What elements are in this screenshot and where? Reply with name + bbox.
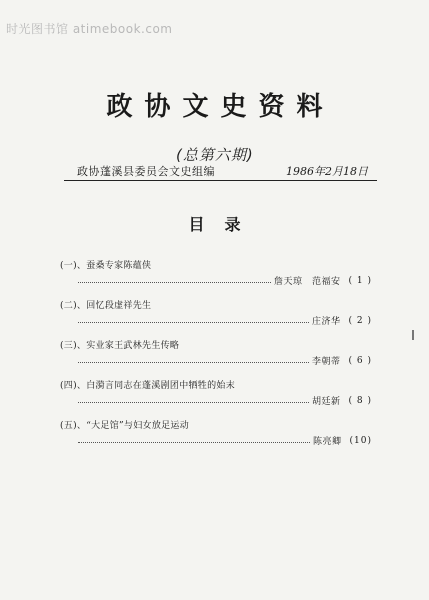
dot-leader — [78, 322, 309, 323]
toc-entry — [60, 378, 372, 418]
toc-index: (二)、 — [60, 301, 87, 311]
toc-heading: 目录 — [188, 215, 261, 234]
handwritten-issue-note: (总第六期) — [176, 146, 254, 164]
toc-page-number: (10) — [349, 435, 372, 446]
toc-index: (五)、 — [60, 421, 87, 431]
table-of-contents — [60, 258, 372, 458]
toc-page-number: ( 6 ) — [348, 355, 372, 366]
toc-title: 回忆段虚祥先生 — [86, 301, 152, 311]
dot-leader — [78, 402, 309, 403]
toc-author: 庄济华 — [312, 317, 341, 327]
toc-title: 白漪言同志在蓬溪剧团中牺牲的始末 — [86, 381, 236, 391]
toc-entry — [60, 418, 372, 458]
toc-entry — [60, 258, 372, 298]
toc-page-number: ( 1 ) — [348, 275, 372, 286]
toc-page-number: ( 8 ) — [348, 395, 372, 406]
toc-title: “大足馆”与妇女放足运动 — [86, 421, 190, 431]
dot-leader — [78, 282, 271, 283]
binding-mark — [412, 330, 414, 340]
toc-author: 胡廷新 — [312, 397, 341, 407]
dot-leader — [78, 362, 309, 363]
toc-index: (四)、 — [60, 381, 87, 391]
toc-title: 蚕桑专家陈蕴侠 — [86, 261, 152, 271]
toc-author: 李朝蒂 — [312, 357, 341, 367]
dot-leader — [78, 442, 310, 443]
toc-index: (一)、 — [60, 261, 87, 271]
publication-date: 1986年2月18日 — [286, 165, 368, 178]
publisher-line: 政协蓬溪县委员会文史组编 — [77, 165, 215, 178]
watermark: 时光图书馆 atimebook.com — [6, 22, 173, 36]
toc-author: 陈亮卿 — [313, 437, 342, 447]
document-title: 政协文史资料 — [106, 92, 335, 122]
toc-entry — [60, 338, 372, 378]
header-rule — [64, 180, 377, 181]
toc-author: 詹天琼 范福安 — [274, 277, 341, 287]
toc-index: (三)、 — [60, 341, 87, 351]
toc-page-number: ( 2 ) — [348, 315, 372, 326]
toc-entry — [60, 298, 372, 338]
toc-title: 实业家王武林先生传略 — [86, 341, 180, 351]
